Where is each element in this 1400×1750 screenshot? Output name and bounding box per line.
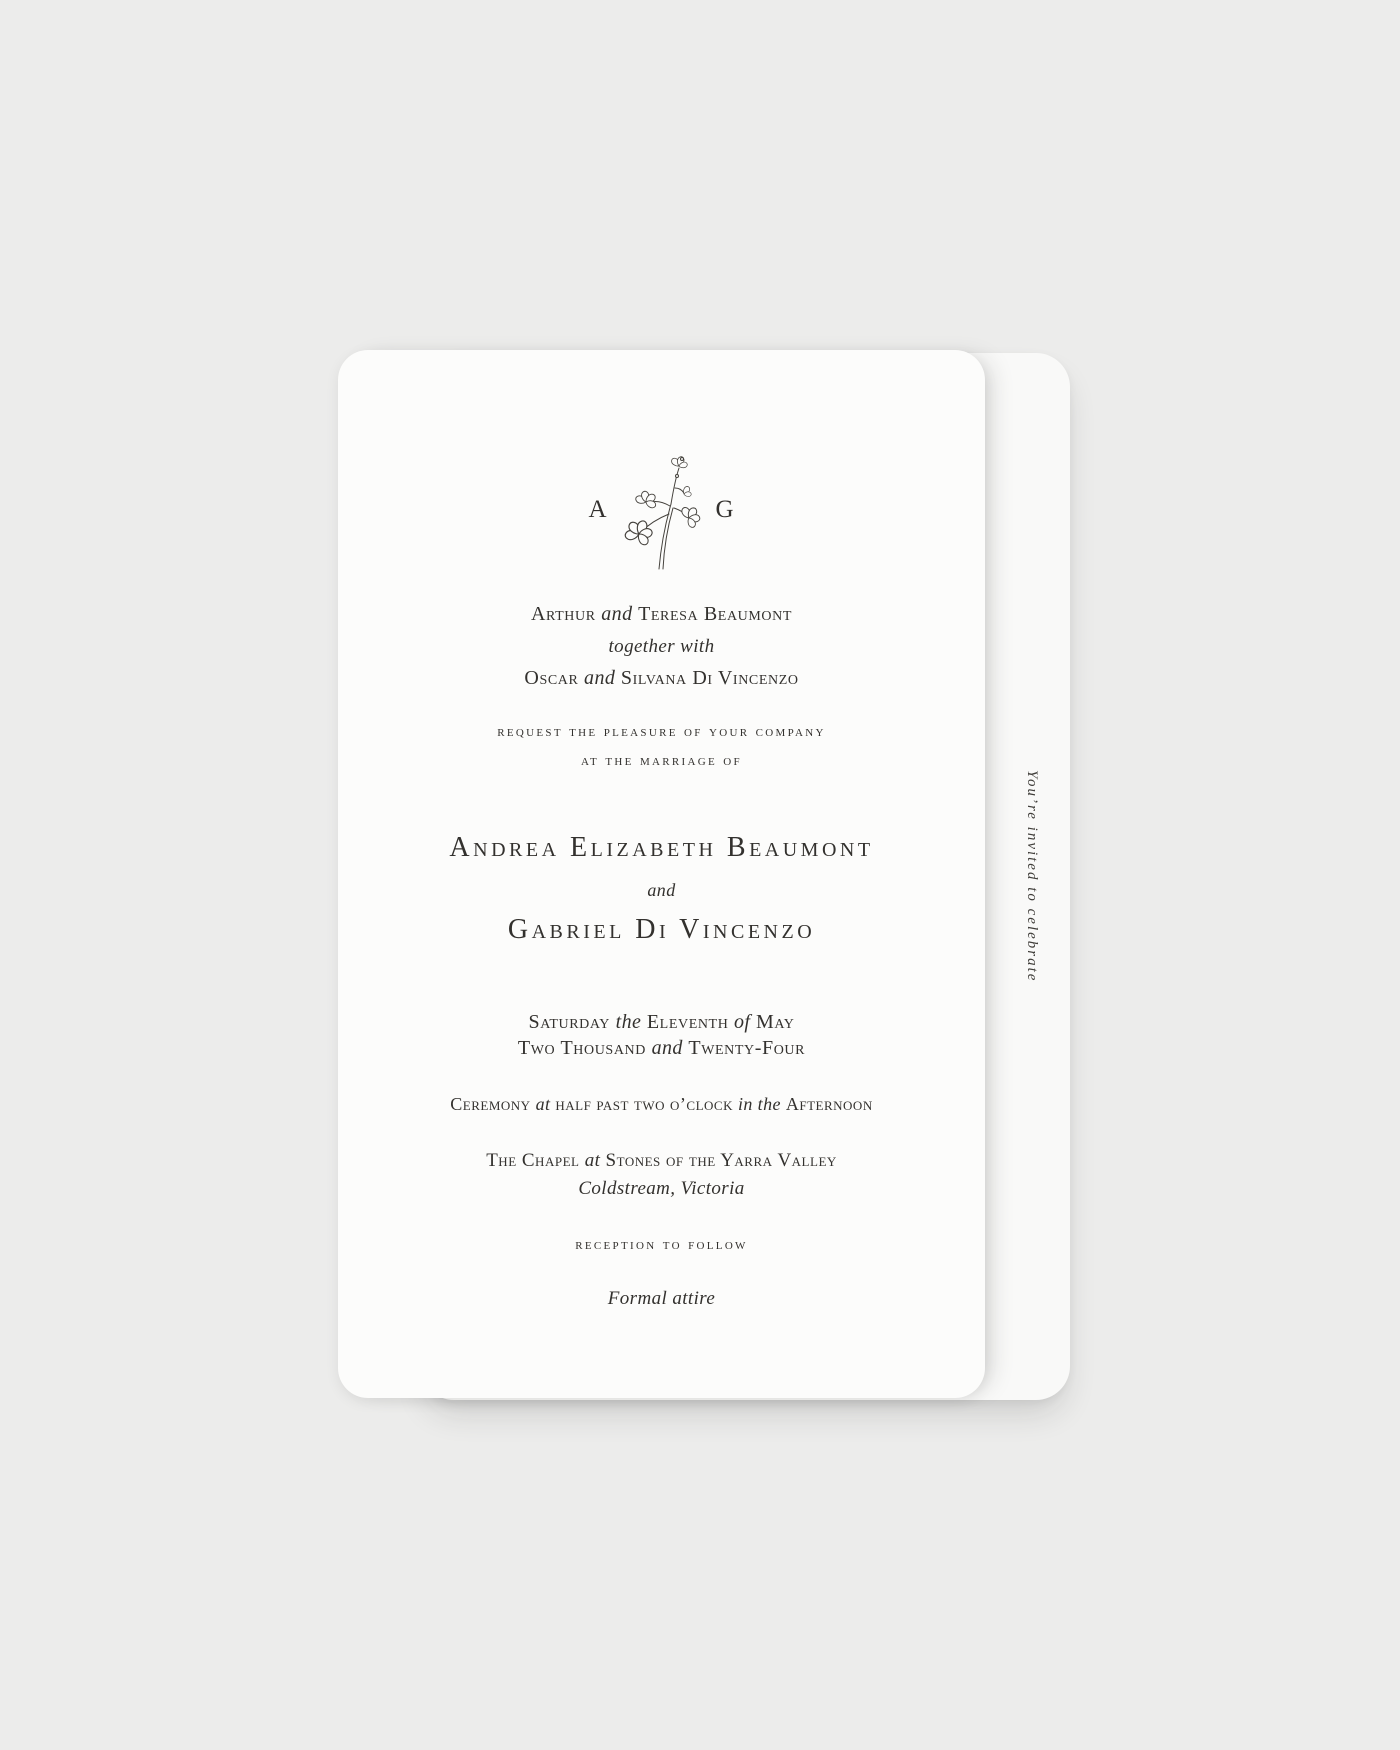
marriage-line: at the marriage of <box>581 752 742 769</box>
invitation-card <box>338 350 985 1398</box>
side-note <box>1023 353 1040 1400</box>
time-of-day: half past two o’clock <box>555 1094 733 1114</box>
date-day: Saturday <box>528 1011 610 1033</box>
attire-line: Formal attire <box>607 1288 716 1309</box>
venue-part: Stones of the Yarra Valley <box>605 1150 837 1171</box>
reception-line: reception to follow <box>575 1236 748 1253</box>
date-line-2 <box>338 1036 985 1060</box>
venue-part: The Chapel <box>486 1150 580 1171</box>
period-of-day: Afternoon <box>785 1094 873 1114</box>
monogram <box>338 446 985 572</box>
host-name: Silvana Di Vincenzo <box>620 667 799 689</box>
location-line: Coldstream, Victoria <box>578 1178 745 1199</box>
conjunction: and <box>584 667 616 689</box>
request-line: request the pleasure of your company <box>497 723 826 740</box>
preposition: in the <box>737 1094 781 1114</box>
conjunction: and <box>651 1037 683 1059</box>
year-part: Twenty-Four <box>688 1037 806 1059</box>
venue-line <box>338 1150 985 1173</box>
hosts-connector: together with <box>608 636 715 657</box>
conjunction: and <box>601 603 633 625</box>
date-line-1 <box>338 1010 985 1034</box>
monogram-initial-left: A <box>588 495 608 523</box>
ceremony-word: Ceremony <box>450 1094 531 1114</box>
hosts-line-1 <box>338 602 985 626</box>
date-article: the <box>615 1011 642 1033</box>
ceremony-time-line <box>338 1094 985 1116</box>
hosts-line-2 <box>338 666 985 690</box>
date-month: May <box>756 1011 795 1033</box>
host-name: Teresa Beaumont <box>638 603 792 625</box>
botanical-sprig-icon <box>619 448 705 570</box>
host-name: Oscar <box>524 667 579 689</box>
side-note-text: You’re invited to celebrate <box>1024 770 1040 983</box>
groom-name: Gabriel Di Vincenzo <box>507 914 816 945</box>
date-ordinal: Eleventh <box>646 1011 729 1033</box>
host-name: Arthur <box>531 603 596 625</box>
bride-name: Andrea Elizabeth Beaumont <box>449 832 874 863</box>
preposition: at <box>584 1150 601 1171</box>
year-part: Two Thousand <box>517 1037 646 1059</box>
preposition: at <box>535 1094 551 1114</box>
couple-conjunction: and <box>647 880 676 900</box>
monogram-initial-right: G <box>715 495 735 523</box>
date-preposition: of <box>734 1011 751 1033</box>
